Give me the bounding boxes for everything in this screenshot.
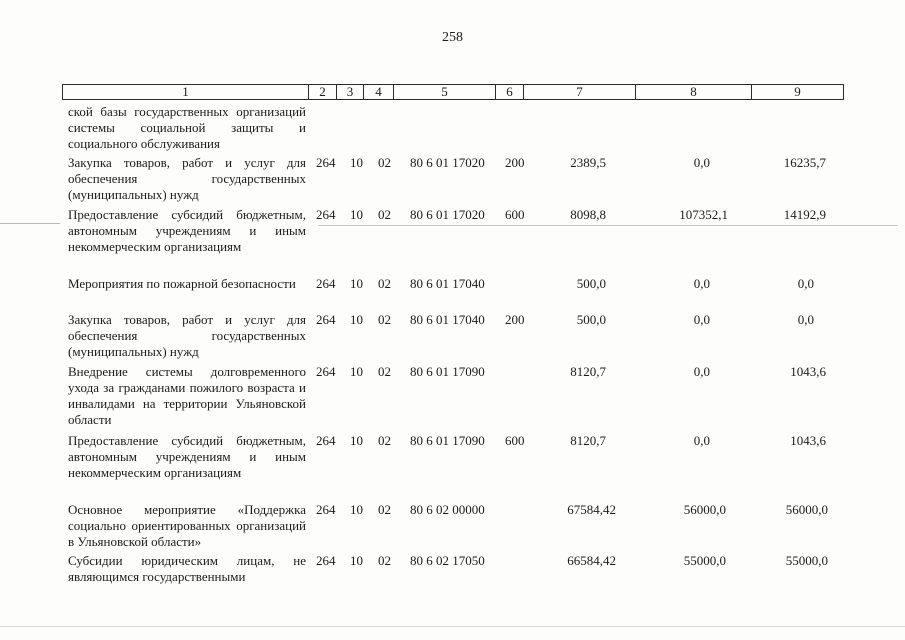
row-col-8: 0,0	[693, 276, 710, 291]
row-col-4: 02	[378, 502, 391, 517]
row-col-4: 02	[378, 433, 391, 448]
row-col-5: 80 6 01 17040	[410, 276, 485, 291]
row-col-4: 02	[378, 207, 391, 222]
row-col-9: 1043,6	[790, 364, 826, 379]
row-description: Закупка товаров, работ и услуг для обеспечения государственных (муниципальных) нужд	[68, 312, 306, 359]
row-col-5: 80 6 02 17050	[410, 553, 485, 568]
row-col-4: 02	[378, 553, 391, 568]
row-col-7: 500,0	[576, 276, 606, 291]
row-col-8: 55000,0	[683, 553, 726, 568]
header-col-7: 7	[524, 85, 636, 100]
row-col-8: 56000,0	[683, 502, 726, 517]
row-col-9: 16235,7	[783, 155, 826, 170]
row-col-5: 80 6 01 17090	[410, 364, 485, 379]
row-col-9: 56000,0	[785, 502, 828, 517]
row-description: Основное мероприятие «Поддержка социально ориентированных организаций в Ульяновской области»	[68, 502, 306, 549]
row-col-5: 80 6 01 17020	[410, 207, 485, 222]
row-col-7: 8098,8	[570, 207, 606, 222]
row-col-2: 264	[316, 364, 336, 379]
row-col-3: 10	[350, 433, 363, 448]
row-col-7: 67584,42	[567, 502, 616, 517]
header-col-3: 3	[337, 85, 364, 100]
row-col-9: 55000,0	[785, 553, 828, 568]
row-col-5: 80 6 01 17090	[410, 433, 485, 448]
row-col-9: 0,0	[797, 276, 814, 291]
row-col-7: 8120,7	[570, 433, 606, 448]
row-col-7: 66584,42	[567, 553, 616, 568]
header-col-8: 8	[636, 85, 752, 100]
row-col-2: 264	[316, 276, 336, 291]
row-col-5: 80 6 01 17020	[410, 155, 485, 170]
row-description: Предоставление субсидий бюджетным, автономным учреждениям и иным некоммерческим организациям	[68, 207, 306, 254]
row-col-2: 264	[316, 155, 336, 170]
row-col-5: 80 6 01 17040	[410, 312, 485, 327]
row-col-3: 10	[350, 207, 363, 222]
header-col-9: 9	[752, 85, 844, 100]
header-col-1: 1	[63, 85, 309, 100]
row-col-4: 02	[378, 276, 391, 291]
row-col-9: 1043,6	[790, 433, 826, 448]
row-col-3: 10	[350, 155, 363, 170]
row-col-2: 264	[316, 312, 336, 327]
row-col-3: 10	[350, 502, 363, 517]
row-col-2: 264	[316, 553, 336, 568]
row-col-7: 2389,5	[570, 155, 606, 170]
row-col-2: 264	[316, 502, 336, 517]
row-description: Субсидии юридическим лицам, не являющимся государственными	[68, 553, 306, 584]
row-col-7: 8120,7	[570, 364, 606, 379]
row-col-9: 14192,9	[783, 207, 826, 222]
row-col-2: 264	[316, 207, 336, 222]
row-col-4: 02	[378, 155, 391, 170]
row-col-6: 200	[505, 312, 525, 327]
row-col-6: 600	[505, 433, 525, 448]
row-description: Закупка товаров, работ и услуг для обеспечения государственных (муниципальных) нужд	[68, 155, 306, 202]
row-col-9: 0,0	[797, 312, 814, 327]
row-description: Мероприятия по пожарной безопасности	[68, 276, 296, 291]
row-col-6: 200	[505, 155, 525, 170]
row-col-7: 500,0	[576, 312, 606, 327]
row-col-4: 02	[378, 364, 391, 379]
row-col-8: 0,0	[693, 433, 710, 448]
header-col-5: 5	[394, 85, 496, 100]
row-description: Внедрение системы долговременного ухода за гражданами пожилого возраста и инвалидами на территории Ульяновской области	[68, 364, 306, 427]
header-col-2: 2	[309, 85, 337, 100]
row-col-6: 600	[505, 207, 525, 222]
scan-artifact	[0, 223, 60, 224]
row-col-3: 10	[350, 553, 363, 568]
row-col-5: 80 6 02 00000	[410, 502, 485, 517]
header-col-6: 6	[496, 85, 524, 100]
row-col-3: 10	[350, 276, 363, 291]
header-col-4: 4	[364, 85, 394, 100]
row-col-8: 107352,1	[679, 207, 728, 222]
row-col-8: 0,0	[693, 155, 710, 170]
row-col-3: 10	[350, 312, 363, 327]
row-description: ской базы государственных организаций системы социальной защиты и социального обслуживания	[68, 104, 306, 151]
row-col-4: 02	[378, 312, 391, 327]
row-col-8: 0,0	[693, 364, 710, 379]
row-col-8: 0,0	[693, 312, 710, 327]
row-description: Предоставление субсидий бюджетным, автономным учреждениям и иным некоммерческим организациям	[68, 433, 306, 480]
scan-artifact	[0, 626, 905, 627]
scan-artifact	[318, 225, 898, 226]
row-col-2: 264	[316, 433, 336, 448]
page-number: 258	[442, 30, 463, 45]
row-col-3: 10	[350, 364, 363, 379]
